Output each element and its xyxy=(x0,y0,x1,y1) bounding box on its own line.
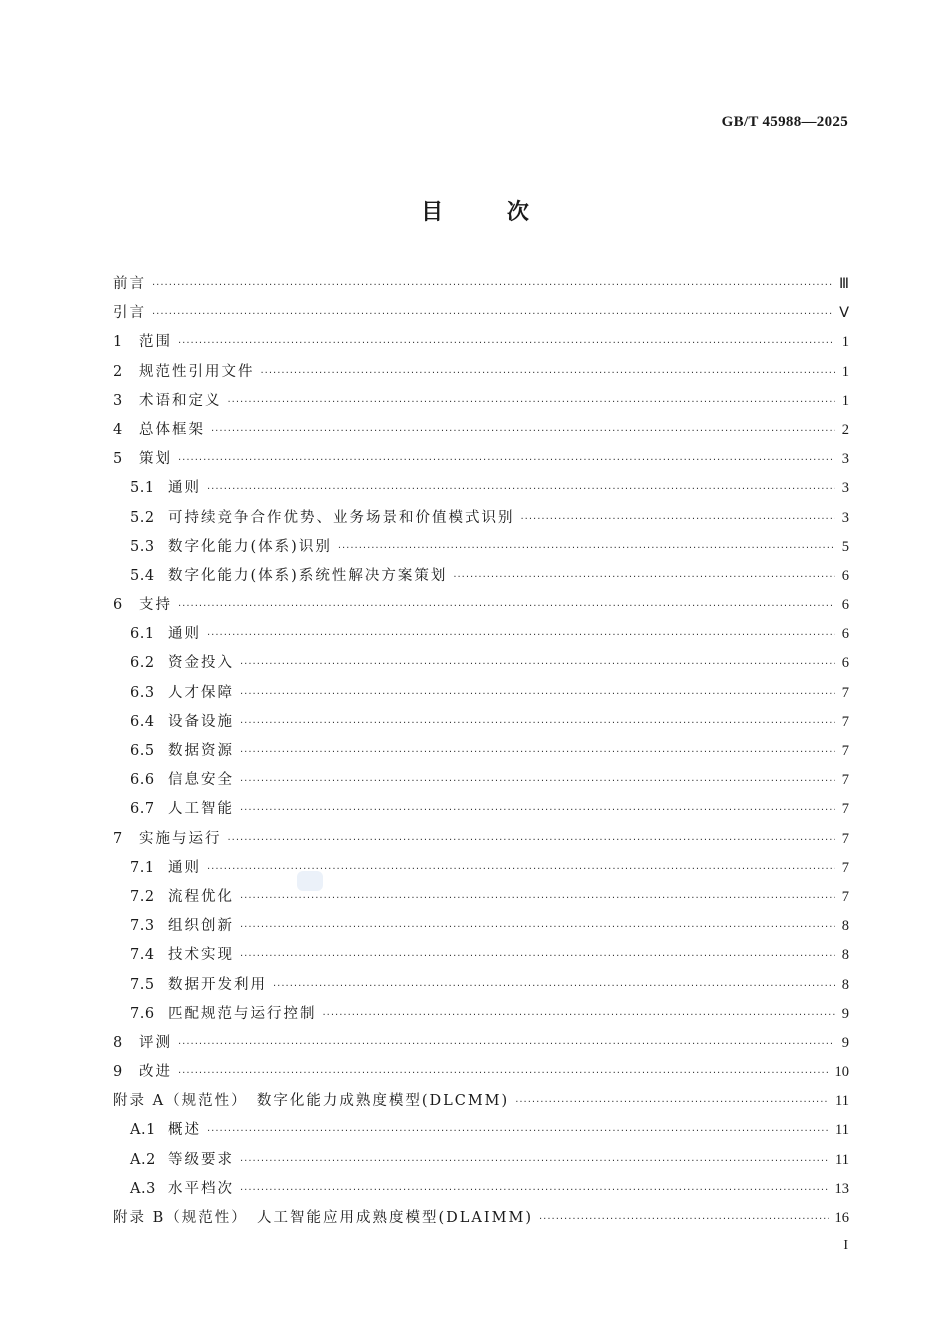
toc-leader-dots xyxy=(240,738,835,767)
toc-leader-dots xyxy=(207,621,835,650)
toc-entry-label: 资金投入 xyxy=(168,655,234,672)
toc-entry-page: 6 xyxy=(841,626,849,643)
toc-entry-number: 3 xyxy=(113,392,123,409)
toc-entry-label: 信息安全 xyxy=(168,772,234,789)
toc-entry-page: 1 xyxy=(841,334,849,351)
toc-entry[interactable] xyxy=(113,270,849,299)
toc-entry-label: 数字化能力(体系)识别 xyxy=(168,538,332,555)
toc-entry-page: 11 xyxy=(835,1151,849,1168)
toc-entry[interactable] xyxy=(113,854,849,883)
toc-leader-dots xyxy=(152,300,833,329)
toc-entry-page: 8 xyxy=(841,918,849,935)
toc-entry-number: 7.6 xyxy=(130,1005,155,1022)
toc-leader-dots xyxy=(228,388,836,417)
toc-entry[interactable] xyxy=(113,445,849,474)
toc-entry-label: 范围 xyxy=(139,334,172,351)
toc-entry-number: 6.4 xyxy=(130,713,155,730)
toc-entry-page: 7 xyxy=(841,801,849,818)
toc-entry[interactable] xyxy=(113,941,849,970)
page-title xyxy=(0,195,950,226)
toc-entry-number: 2 xyxy=(113,363,123,380)
toc-entry-page: 1 xyxy=(841,363,849,380)
toc-entry-label: 通则 xyxy=(168,859,201,876)
toc-entry-page: 7 xyxy=(841,684,849,701)
toc-entry-label: 附录 B（规范性） 人工智能应用成熟度模型(DLAIMM) xyxy=(113,1210,533,1226)
toc-entry[interactable] xyxy=(113,1204,849,1233)
toc-entry-label: 概述 xyxy=(168,1122,201,1139)
toc-entry-number: 6.6 xyxy=(130,772,155,789)
toc-entry-number: 5 xyxy=(113,451,123,468)
toc-entry-page: 13 xyxy=(834,1180,849,1197)
toc-entry[interactable] xyxy=(113,766,849,795)
toc-entry-page: 9 xyxy=(841,1034,849,1051)
toc-entry[interactable] xyxy=(113,679,849,708)
toc-entry-page: 11 xyxy=(835,1122,849,1139)
toc-entry-page: 8 xyxy=(841,976,849,993)
toc-entry-page: 5 xyxy=(841,538,849,555)
toc-entry[interactable] xyxy=(113,1058,849,1087)
toc-entry-label: 水平档次 xyxy=(168,1180,234,1197)
title-char-2: 次 xyxy=(506,199,529,225)
toc-entry-number: 1 xyxy=(113,334,123,351)
toc-entry-page: 3 xyxy=(841,480,849,497)
toc-leader-dots xyxy=(240,767,835,796)
toc-leader-dots xyxy=(240,1147,829,1176)
toc-entry-number: 4 xyxy=(113,421,123,438)
toc-entry[interactable] xyxy=(113,387,849,416)
toc-leader-dots xyxy=(240,913,835,942)
toc-entry[interactable] xyxy=(113,708,849,737)
toc-entry-number: 7.5 xyxy=(130,976,155,993)
title-char-1: 目 xyxy=(421,199,444,225)
toc-entry-label: 等级要求 xyxy=(168,1151,234,1168)
toc-entry-page: 7 xyxy=(841,888,849,905)
toc-entry-number: 7.1 xyxy=(130,859,155,876)
toc-entry-label: 数据开发利用 xyxy=(168,976,267,993)
toc-leader-dots xyxy=(323,1001,836,1030)
toc-entry-number: 6.3 xyxy=(130,684,155,701)
toc-leader-dots xyxy=(521,505,836,534)
toc-entry[interactable] xyxy=(113,562,849,591)
toc-entry-number: 7.2 xyxy=(130,888,155,905)
toc-entry-number: 7.3 xyxy=(130,918,155,935)
toc-entry-page: 1 xyxy=(841,392,849,409)
toc-leader-dots xyxy=(240,884,835,913)
toc-leader-dots xyxy=(178,446,835,475)
toc-entry-number: 7.4 xyxy=(130,947,155,964)
toc-entry-number: 7 xyxy=(113,830,123,847)
toc-entry[interactable] xyxy=(113,825,849,854)
toc-leader-dots xyxy=(178,1059,829,1088)
toc-entry[interactable] xyxy=(113,591,849,620)
toc-entry-label: 支持 xyxy=(139,597,172,614)
toc-entry[interactable] xyxy=(113,504,849,533)
toc-entry-number: 6.7 xyxy=(130,801,155,818)
toc-leader-dots xyxy=(338,534,835,563)
toc-leader-dots xyxy=(539,1205,829,1234)
toc-leader-dots xyxy=(240,942,835,971)
toc-entry-page: Ⅲ xyxy=(839,276,849,292)
toc-entry[interactable] xyxy=(113,883,849,912)
toc-entry-page: 6 xyxy=(841,597,849,614)
toc-entry-label: 通则 xyxy=(168,626,201,643)
toc-entry-number: 5.3 xyxy=(130,538,155,555)
toc-entry[interactable] xyxy=(113,620,849,649)
toc-leader-dots xyxy=(515,1088,829,1117)
toc-leader-dots xyxy=(207,855,835,884)
toc-entry[interactable] xyxy=(113,1000,849,1029)
toc-entry[interactable] xyxy=(113,328,849,357)
toc-entry[interactable] xyxy=(113,299,849,328)
toc-entry-page: 9 xyxy=(841,1005,849,1022)
toc-entry-label: 总体框架 xyxy=(139,421,205,438)
toc-entry-number: 8 xyxy=(113,1034,123,1051)
toc-leader-dots xyxy=(211,417,835,446)
toc-leader-dots xyxy=(261,359,836,388)
toc-entry-label: 术语和定义 xyxy=(139,392,222,409)
toc-entry-label: 匹配规范与运行控制 xyxy=(168,1005,317,1022)
toc-entry-page: 7 xyxy=(841,830,849,847)
toc-entry-number: A.2 xyxy=(130,1151,156,1168)
toc-entry-page: Ⅴ xyxy=(839,305,849,322)
toc-entry-page: 2 xyxy=(841,421,849,438)
toc-entry[interactable] xyxy=(113,971,849,1000)
toc-entry[interactable] xyxy=(113,1175,849,1204)
toc-entry[interactable] xyxy=(113,795,849,824)
toc-entry-page: 3 xyxy=(841,509,849,526)
toc-entry[interactable] xyxy=(113,649,849,678)
toc-entry-label: 改进 xyxy=(139,1064,172,1081)
toc-entry-label: 附录 A（规范性） 数字化能力成熟度模型(DLCMM) xyxy=(113,1093,510,1110)
toc-entry-label: 组织创新 xyxy=(168,918,234,935)
toc-leader-dots xyxy=(178,329,835,358)
toc-entry-page: 6 xyxy=(841,567,849,584)
toc-entry[interactable] xyxy=(113,1029,849,1058)
toc-entry-page: 3 xyxy=(841,451,849,468)
toc-entry-label: 人工智能 xyxy=(168,801,234,818)
toc-entry-label: 技术实现 xyxy=(168,947,234,964)
table-of-contents xyxy=(113,270,849,1233)
toc-entry-number: A.3 xyxy=(130,1180,156,1197)
toc-entry-page: 7 xyxy=(841,772,849,789)
toc-entry-page: 7 xyxy=(841,743,849,759)
toc-entry[interactable] xyxy=(113,912,849,941)
toc-leader-dots xyxy=(240,796,835,825)
toc-entry-number: 5.2 xyxy=(130,509,155,526)
toc-leader-dots xyxy=(240,680,835,709)
toc-leader-dots xyxy=(207,475,835,504)
toc-entry-page: 11 xyxy=(835,1093,849,1110)
toc-leader-dots xyxy=(152,271,833,300)
toc-entry[interactable] xyxy=(113,1146,849,1175)
toc-entry-label: 评测 xyxy=(139,1034,172,1051)
toc-entry-label: 通则 xyxy=(168,480,201,497)
toc-leader-dots xyxy=(178,1030,835,1059)
toc-entry-page: 6 xyxy=(841,655,849,672)
toc-leader-dots xyxy=(207,1117,829,1146)
toc-leader-dots xyxy=(178,592,835,621)
toc-entry-label: 流程优化 xyxy=(168,888,234,905)
toc-entry-page: 16 xyxy=(834,1210,849,1226)
toc-entry-label: 前言 xyxy=(113,276,146,292)
toc-leader-dots xyxy=(228,826,836,855)
toc-entry-label: 策划 xyxy=(139,451,172,468)
toc-leader-dots xyxy=(240,1176,829,1205)
toc-entry[interactable] xyxy=(113,737,849,766)
toc-entry-number: 9 xyxy=(113,1064,123,1081)
toc-leader-dots xyxy=(273,972,835,1001)
toc-entry-label: 实施与运行 xyxy=(139,830,222,847)
toc-entry-label: 数字化能力(体系)系统性解决方案策划 xyxy=(168,567,448,584)
toc-entry-number: 5.1 xyxy=(130,480,155,497)
toc-entry-label: 规范性引用文件 xyxy=(139,363,255,380)
toc-entry-number: 6.5 xyxy=(130,743,155,759)
toc-leader-dots xyxy=(240,709,835,738)
toc-entry-label: 设备设施 xyxy=(168,713,234,730)
toc-entry-number: 6.2 xyxy=(130,655,155,672)
toc-entry[interactable] xyxy=(113,1116,849,1145)
toc-entry-number: A.1 xyxy=(130,1122,156,1139)
toc-entry-page: 7 xyxy=(841,713,849,730)
toc-entry-page: 7 xyxy=(841,859,849,876)
toc-entry-page: 10 xyxy=(834,1064,849,1081)
toc-entry-number: 6 xyxy=(113,597,123,614)
toc-leader-dots xyxy=(453,563,835,592)
toc-entry[interactable] xyxy=(113,533,849,562)
toc-entry-label: 可持续竞争合作优势、业务场景和价值模式识别 xyxy=(168,509,515,526)
toc-entry-label: 数据资源 xyxy=(168,743,234,759)
footer-page-number: I xyxy=(843,1238,848,1253)
toc-entry-number: 5.4 xyxy=(130,567,155,584)
standard-code: GB/T 45988—2025 xyxy=(721,114,848,130)
toc-entry[interactable] xyxy=(113,416,849,445)
toc-entry-page: 8 xyxy=(841,947,849,964)
toc-leader-dots xyxy=(240,650,835,679)
toc-entry[interactable] xyxy=(113,358,849,387)
toc-entry-label: 人才保障 xyxy=(168,684,234,701)
toc-entry-label: 引言 xyxy=(113,305,146,322)
toc-entry-number: 6.1 xyxy=(130,626,155,643)
toc-entry[interactable] xyxy=(113,474,849,503)
toc-entry[interactable] xyxy=(113,1087,849,1116)
